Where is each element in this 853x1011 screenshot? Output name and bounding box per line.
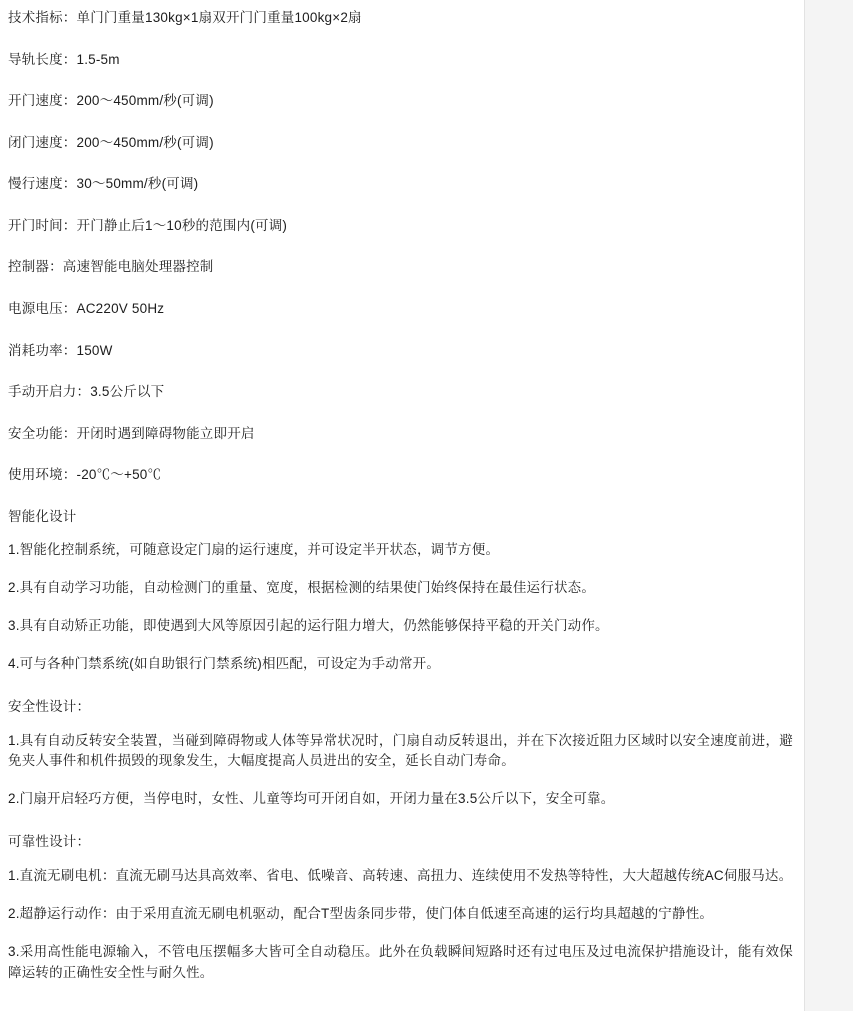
spec-line: 手动开启力：3.5公斤以下 [8,384,165,400]
spec-line: 控制器：高速智能电脑处理器控制 [8,259,214,275]
section-item: 2.具有自动学习功能，自动检测门的重量、宽度，根据检测的结果使门始终保持在最佳运行状态。 [8,580,596,596]
page-right-gutter [804,0,853,1011]
section-safety-design [8,697,793,810]
spec-line: 使用环境：-20℃～+50℃ [8,467,162,483]
section-intelligent-design [8,507,793,675]
spec-line: 开门速度：200～450mm/秒(可调) [8,93,214,109]
section-heading: 安全性设计： [8,699,91,714]
spec-line: 慢行速度：30～50mm/秒(可调) [8,176,199,192]
section-reliability-design [8,832,793,983]
spec-line: 电源电压：AC220V 50Hz [8,300,165,316]
section-item: 1.直流无刷电机：直流无刷马达具高效率、省电、低噪音、高转速、高扭力、连续使用不发热等特性，大大超越传统AC伺服马达。 [8,867,793,883]
spec-line: 技术指标：单门门重量130kg×1扇双开门门重量100kg×2扇 [8,10,362,25]
spec-line: 闭门速度：200～450mm/秒(可调) [8,134,214,150]
section-item: 3.采用高性能电源输入，不管电压摆幅多大皆可全自动稳压。此外在负载瞬间短路时还有过电压及过电流保护措施设计，能有效保障运转的正确性安全性与耐久性。 [8,943,793,980]
spec-line: 导轨长度：1.5-5m [8,51,120,67]
section-heading: 可靠性设计： [8,834,91,850]
section-item: 1.具有自动反转安全装置，当碰到障碍物或人体等异常状况时，门扇自动反转退出，并在下次接近阻力区域时以安全速度前进，避免夹人事件和机件损毁的现象发生，大幅度提高人员进出的安全，延长自动门寿命。 [8,732,793,769]
spec-line: 安全功能：开闭时遇到障碍物能立即开启 [8,425,255,441]
spec-list [8,8,793,485]
section-item: 2.超静运行动作：由于采用直流无刷电机驱动，配合T型齿条同步带，使门体自低速至高速的运行均具超越的宁静性。 [8,905,714,921]
section-item: 1.智能化控制系统，可随意设定门扇的运行速度，并可设定半开状态，调节方便。 [8,542,500,558]
section-item: 4.可与各种门禁系统(如自助银行门禁系统)相匹配，可设定为手动常开。 [8,656,441,672]
section-item: 3.具有自动矫正功能，即使遇到大风等原因引起的运行阻力增大，仍然能够保持平稳的开关门动作。 [8,618,609,634]
section-item: 2.门扇开启轻巧方便，当停电时，女性、儿童等均可开闭自如，开闭力量在3.5公斤以下，安全可靠。 [8,791,615,807]
section-heading: 智能化设计 [8,508,77,524]
spec-line: 开门时间：开门静止后1～10秒的范围内(可调) [8,217,288,233]
spec-line: 消耗功率：150W [8,342,113,358]
